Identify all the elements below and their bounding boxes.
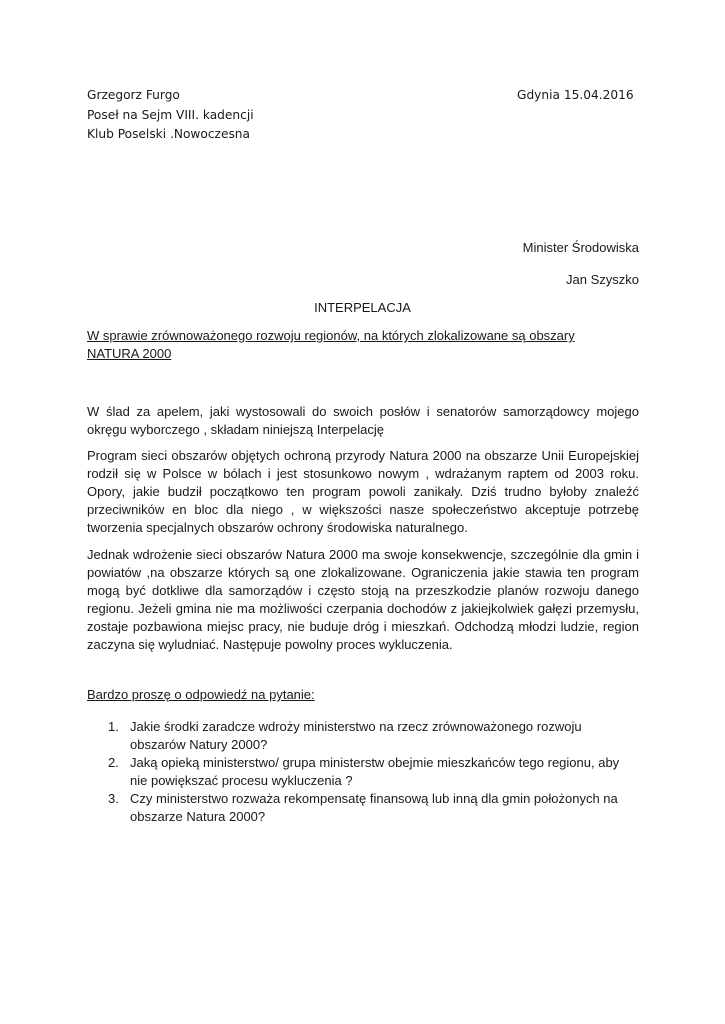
list-item: [87, 754, 639, 789]
list-item: [87, 718, 639, 753]
question-list: [87, 718, 639, 826]
document-subject: W sprawie zrównoważonego rozwoju regionów, na których zlokalizowane są obszary NATURA 2000: [87, 328, 575, 361]
question-text: Jakie środki zaradcze wdroży ministerstwo na rzecz zrównoważonego rozwoju obszarów Natury 2000?: [130, 719, 582, 752]
question-number: 3.: [108, 791, 119, 806]
paragraph-program: Program sieci obszarów objętych ochroną przyrody Natura 2000 na obszarze Unii Europejskiej rodził się w Polsce w bólach i jest stosunkowo nowym , wdrażanym raptem od 2003 roku. Opory, jakie budził początkowo ten program powoli zanikały. Dziś trudno byłoby znaleźć przeciwników en bloc dla niego , w większości nasze społeczeństwo akceptuje potrzebę tworzenia specjalnych obszarów ochrony środowiska naturalnego.: [87, 448, 639, 536]
question-text: Czy ministerstwo rozważa rekompensatę finansową lub inną dla gmin położonych na obszarze Natura 2000?: [130, 791, 618, 824]
question-text: Jaką opieką ministerstwo/ grupa ministerstw obejmie mieszkańców tego regionu, aby nie powiększać procesu wykluczenia ?: [130, 755, 620, 788]
sender-block: [87, 86, 254, 145]
document-title: INTERPELACJA: [314, 300, 411, 315]
question-number: 1.: [108, 719, 119, 734]
question-number: 2.: [108, 755, 119, 770]
paragraph-consequences: Jednak wdrożenie sieci obszarów Natura 2000 ma swoje konsekwencje, szczególnie dla gmin i powiatów ,na obszarze których są one zlokalizowane. Ograniczenia jakie stawia ten program mogą być dotkliwe dla samorządów i często stoją na przeszkodzie planów rozwoju danego regionu. Jeżeli gmina nie ma możliwości czerpania dochodów z jakiejkolwiek gałęzi przemysłu, zostaje pozbawiona miejsc pracy, nie buduje dróg i mieszkań. Odchodzą młodzi ludzie, region zaczyna się wyludniać. Następuje powolny proces wykluczenia.: [87, 547, 639, 653]
place-date: Gdynia 15.04.2016: [517, 88, 634, 102]
question-intro: Bardzo proszę o odpowiedź na pytanie:: [87, 687, 315, 702]
recipient-name: Jan Szyszko: [566, 272, 639, 287]
sender-club: Klub Poselski .Nowoczesna: [87, 127, 250, 141]
list-item: [87, 790, 639, 825]
sender-position: Poseł na Sejm VIII. kadencji: [87, 107, 254, 122]
paragraph-intro: W ślad za apelem, jaki wystosowali do swoich posłów i senatorów samorządowcy mojego okręgu wyborczego , składam niniejszą Interpelację: [87, 404, 639, 438]
recipient-office: Minister Środowiska: [522, 240, 639, 255]
sender-name: Grzegorz Furgo: [87, 88, 180, 102]
